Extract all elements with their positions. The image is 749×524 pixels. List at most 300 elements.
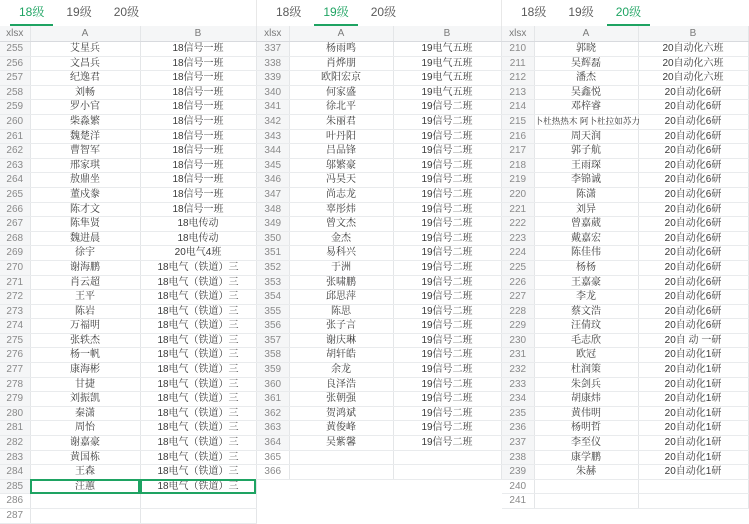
row-header[interactable]: 273: [0, 304, 30, 319]
cell-name[interactable]: 贺鸿斌: [289, 406, 393, 421]
row-header[interactable]: 268: [0, 231, 30, 246]
cell-class[interactable]: 20自动化6研: [638, 260, 748, 275]
table-row[interactable]: [0, 202, 256, 217]
row-header[interactable]: 225: [502, 260, 534, 275]
cell-name[interactable]: 杨一帆: [30, 348, 140, 363]
row-header[interactable]: 275: [0, 333, 30, 348]
table-row[interactable]: [502, 71, 748, 86]
cell-name[interactable]: 黄伟明: [534, 406, 638, 421]
cell-class[interactable]: 20自动化1研: [638, 436, 748, 451]
cell-class[interactable]: [393, 465, 501, 480]
row-header[interactable]: 263: [0, 158, 30, 173]
table-row[interactable]: [0, 509, 256, 524]
tab-19ji-p3[interactable]: 19级: [568, 5, 594, 19]
row-header[interactable]: 265: [0, 187, 30, 202]
cell-class[interactable]: [393, 450, 501, 465]
table-row[interactable]: [257, 465, 501, 480]
row-header[interactable]: 257: [0, 71, 30, 86]
tab-18ji-p2[interactable]: 18级: [276, 5, 302, 19]
table-row[interactable]: [0, 144, 256, 159]
cell-class[interactable]: 20自动化6研: [638, 304, 748, 319]
cell-class[interactable]: 19电气五班: [393, 85, 501, 100]
cell-name[interactable]: [30, 494, 140, 509]
table-row[interactable]: [502, 465, 748, 480]
cell-name[interactable]: 尚志龙: [289, 187, 393, 202]
cell-name[interactable]: 戴嘉宏: [534, 231, 638, 246]
cell-class[interactable]: [638, 494, 748, 509]
cell-class[interactable]: 20自动化6研: [638, 319, 748, 334]
cell-name[interactable]: 谢庆琳: [289, 333, 393, 348]
row-header[interactable]: 278: [0, 377, 30, 392]
row-header[interactable]: 272: [0, 290, 30, 305]
cell-name[interactable]: 周怡: [30, 421, 140, 436]
table-row[interactable]: [502, 319, 748, 334]
table-row[interactable]: [0, 406, 256, 421]
table-row[interactable]: [0, 348, 256, 363]
cell-class[interactable]: 20自动化6研: [638, 202, 748, 217]
table-row[interactable]: [257, 436, 501, 451]
table-row[interactable]: [0, 275, 256, 290]
table-row[interactable]: [257, 114, 501, 129]
row-header[interactable]: 284: [0, 465, 30, 480]
cell-name[interactable]: 柴淼繁: [30, 114, 140, 129]
table-row[interactable]: [0, 231, 256, 246]
cell-class[interactable]: 19信号二班: [393, 392, 501, 407]
cell-class[interactable]: 19信号二班: [393, 333, 501, 348]
cell-name[interactable]: 易科兴: [289, 246, 393, 261]
cell-name[interactable]: 蔡文浩: [534, 304, 638, 319]
cell-name[interactable]: 曾嘉葳: [534, 217, 638, 232]
row-header[interactable]: 222: [502, 217, 534, 232]
cell-class[interactable]: 19信号二班: [393, 173, 501, 188]
row-header[interactable]: 285: [0, 479, 30, 494]
row-header[interactable]: 227: [502, 290, 534, 305]
table-row[interactable]: [502, 56, 748, 71]
cell-class[interactable]: 18信号一班: [140, 173, 256, 188]
cell-class[interactable]: 19信号二班: [393, 158, 501, 173]
table-row[interactable]: [0, 71, 256, 86]
table-row[interactable]: [0, 494, 256, 509]
table-row[interactable]: [257, 377, 501, 392]
table-row[interactable]: [257, 100, 501, 115]
cell-name[interactable]: 黄俊峰: [289, 421, 393, 436]
table-row[interactable]: [257, 319, 501, 334]
cell-name[interactable]: 汪蕙: [30, 479, 140, 494]
cell-class[interactable]: 20自动化6研: [638, 144, 748, 159]
row-header[interactable]: 354: [257, 290, 289, 305]
cell-class[interactable]: 19电气五班: [393, 56, 501, 71]
row-header[interactable]: 224: [502, 246, 534, 261]
cell-name[interactable]: 邱思萍: [289, 290, 393, 305]
table-row[interactable]: [502, 421, 748, 436]
table-row[interactable]: [502, 100, 748, 115]
row-header[interactable]: 269: [0, 246, 30, 261]
table-row[interactable]: [0, 304, 256, 319]
row-header[interactable]: 363: [257, 421, 289, 436]
table-row[interactable]: [0, 42, 256, 57]
cell-class[interactable]: 20自动化6研: [638, 129, 748, 144]
row-header[interactable]: 365: [257, 450, 289, 465]
row-header[interactable]: 287: [0, 509, 30, 524]
cell-name[interactable]: 张啸鹏: [289, 275, 393, 290]
row-header[interactable]: 231: [502, 348, 534, 363]
cell-class[interactable]: 20自动化6研: [638, 246, 748, 261]
row-header[interactable]: 233: [502, 377, 534, 392]
column-header-b-1[interactable]: B: [140, 26, 256, 42]
table-row[interactable]: [502, 158, 748, 173]
cell-name[interactable]: 罗小官: [30, 100, 140, 115]
cell-name[interactable]: 徐宇: [30, 246, 140, 261]
sheet-grid-3[interactable]: [502, 26, 749, 509]
cell-class[interactable]: 18电气（铁道）三: [140, 479, 256, 494]
cell-class[interactable]: 19信号二班: [393, 129, 501, 144]
cell-class[interactable]: 19信号二班: [393, 406, 501, 421]
cell-name[interactable]: 秦潇: [30, 406, 140, 421]
cell-name[interactable]: 辜彤炜: [289, 202, 393, 217]
row-header[interactable]: 239: [502, 465, 534, 480]
row-header[interactable]: 262: [0, 144, 30, 159]
cell-name[interactable]: 黄国栋: [30, 450, 140, 465]
table-row[interactable]: [0, 363, 256, 378]
table-row[interactable]: [0, 129, 256, 144]
cell-name[interactable]: 刘振凯: [30, 392, 140, 407]
cell-class[interactable]: 18电气（铁道）三: [140, 348, 256, 363]
cell-class[interactable]: 20自动化6研: [638, 85, 748, 100]
cell-name[interactable]: [534, 494, 638, 509]
cell-class[interactable]: 19电气五班: [393, 42, 501, 57]
cell-class[interactable]: 20自动化1研: [638, 392, 748, 407]
cell-name[interactable]: 王森: [30, 465, 140, 480]
row-header[interactable]: 280: [0, 406, 30, 421]
cell-class[interactable]: 18电气（铁道）三: [140, 290, 256, 305]
row-header[interactable]: 236: [502, 421, 534, 436]
row-header[interactable]: 270: [0, 260, 30, 275]
table-row[interactable]: [502, 450, 748, 465]
cell-name[interactable]: 吴鑫悦: [534, 85, 638, 100]
row-header[interactable]: 283: [0, 450, 30, 465]
row-header[interactable]: 359: [257, 363, 289, 378]
cell-class[interactable]: 18电气（铁道）三: [140, 421, 256, 436]
row-header[interactable]: 357: [257, 333, 289, 348]
row-header[interactable]: 218: [502, 158, 534, 173]
table-row[interactable]: [502, 392, 748, 407]
table-row[interactable]: [502, 114, 748, 129]
table-row[interactable]: [257, 290, 501, 305]
cell-name[interactable]: 王嘉豪: [534, 275, 638, 290]
row-header[interactable]: 226: [502, 275, 534, 290]
select-all-corner-2[interactable]: xlsx: [257, 26, 289, 42]
table-row[interactable]: [0, 421, 256, 436]
row-header[interactable]: 277: [0, 363, 30, 378]
cell-class[interactable]: 19信号二班: [393, 202, 501, 217]
select-all-corner-3[interactable]: xlsx: [502, 26, 534, 42]
column-header-a-2[interactable]: A: [289, 26, 393, 42]
table-row[interactable]: [502, 217, 748, 232]
table-row[interactable]: [257, 42, 501, 57]
table-row[interactable]: [502, 187, 748, 202]
table-row[interactable]: [257, 421, 501, 436]
cell-name[interactable]: 刘畅: [30, 85, 140, 100]
cell-name[interactable]: 肖烨朋: [289, 56, 393, 71]
cell-name[interactable]: 刘异: [534, 202, 638, 217]
cell-class[interactable]: 18信号一班: [140, 42, 256, 57]
table-row[interactable]: [0, 217, 256, 232]
cell-class[interactable]: 18电气（铁道）三: [140, 275, 256, 290]
cell-class[interactable]: 19信号二班: [393, 377, 501, 392]
table-row[interactable]: [0, 377, 256, 392]
cell-class[interactable]: 18电气（铁道）三: [140, 436, 256, 451]
row-header[interactable]: 342: [257, 114, 289, 129]
table-row[interactable]: [0, 100, 256, 115]
table-row[interactable]: [257, 231, 501, 246]
cell-class[interactable]: 18信号一班: [140, 85, 256, 100]
row-header[interactable]: 343: [257, 129, 289, 144]
row-header[interactable]: 345: [257, 158, 289, 173]
cell-class[interactable]: 19信号二班: [393, 319, 501, 334]
row-header[interactable]: 361: [257, 392, 289, 407]
cell-name[interactable]: 杜润策: [534, 363, 638, 378]
table-row[interactable]: [502, 479, 748, 494]
row-header[interactable]: 337: [257, 42, 289, 57]
cell-name[interactable]: 谢嘉豪: [30, 436, 140, 451]
tab-20ji-p2[interactable]: 20级: [370, 5, 397, 19]
row-header[interactable]: 255: [0, 42, 30, 57]
row-header[interactable]: 356: [257, 319, 289, 334]
cell-class[interactable]: 19信号二班: [393, 187, 501, 202]
cell-name[interactable]: 王平: [30, 290, 140, 305]
cell-class[interactable]: 18信号一班: [140, 202, 256, 217]
table-row[interactable]: [502, 290, 748, 305]
table-row[interactable]: [0, 392, 256, 407]
table-row[interactable]: [502, 275, 748, 290]
cell-name[interactable]: 邬繁豪: [289, 158, 393, 173]
tab-19ji-p2[interactable]: 19级: [314, 1, 357, 26]
row-header[interactable]: 279: [0, 392, 30, 407]
row-header[interactable]: 211: [502, 56, 534, 71]
row-header[interactable]: 351: [257, 246, 289, 261]
cell-name[interactable]: 朱剑兵: [534, 377, 638, 392]
cell-name[interactable]: [289, 450, 393, 465]
row-header[interactable]: 235: [502, 406, 534, 421]
cell-class[interactable]: 20自动化1研: [638, 406, 748, 421]
cell-class[interactable]: 18信号一班: [140, 71, 256, 86]
row-header[interactable]: 261: [0, 129, 30, 144]
cell-name[interactable]: 陈佳伟: [534, 246, 638, 261]
row-header[interactable]: 241: [502, 494, 534, 509]
tab-19ji-p1[interactable]: 19级: [66, 5, 92, 19]
cell-class[interactable]: 20自动化6研: [638, 158, 748, 173]
cell-class[interactable]: 20自动化6研: [638, 290, 748, 305]
row-header[interactable]: 221: [502, 202, 534, 217]
cell-name[interactable]: 朱丽君: [289, 114, 393, 129]
cell-class[interactable]: 19信号二班: [393, 421, 501, 436]
table-row[interactable]: [502, 202, 748, 217]
table-row[interactable]: [257, 202, 501, 217]
cell-name[interactable]: 杨明哲: [534, 421, 638, 436]
table-row[interactable]: [257, 450, 501, 465]
cell-class[interactable]: 19信号二班: [393, 231, 501, 246]
tab-18ji-p1[interactable]: 18级: [10, 1, 53, 26]
cell-name[interactable]: 陈才文: [30, 202, 140, 217]
table-row[interactable]: [502, 260, 748, 275]
table-row[interactable]: [257, 260, 501, 275]
cell-name[interactable]: 康学鹏: [534, 450, 638, 465]
table-row[interactable]: [0, 479, 256, 494]
table-row[interactable]: [502, 85, 748, 100]
cell-name[interactable]: 王雨琛: [534, 158, 638, 173]
cell-name[interactable]: [534, 479, 638, 494]
cell-name[interactable]: 徐北平: [289, 100, 393, 115]
row-header[interactable]: 353: [257, 275, 289, 290]
cell-class[interactable]: [638, 479, 748, 494]
cell-name[interactable]: 欧阳宏京: [289, 71, 393, 86]
row-header[interactable]: 352: [257, 260, 289, 275]
cell-class[interactable]: 20自动化六班: [638, 42, 748, 57]
cell-class[interactable]: 19信号二班: [393, 217, 501, 232]
row-header[interactable]: 338: [257, 56, 289, 71]
table-row[interactable]: [0, 465, 256, 480]
row-header[interactable]: 215: [502, 114, 534, 129]
table-row[interactable]: [257, 129, 501, 144]
column-header-a-3[interactable]: A: [534, 26, 638, 42]
table-row[interactable]: [257, 246, 501, 261]
table-row[interactable]: [257, 85, 501, 100]
cell-name[interactable]: 郭子航: [534, 144, 638, 159]
cell-class[interactable]: 20自动化6研: [638, 173, 748, 188]
cell-class[interactable]: 19信号二班: [393, 144, 501, 159]
cell-name[interactable]: 汪倩玟: [534, 319, 638, 334]
tab-18ji-p3[interactable]: 18级: [521, 5, 547, 19]
cell-name[interactable]: 毛志欣: [534, 333, 638, 348]
row-header[interactable]: 220: [502, 187, 534, 202]
cell-name[interactable]: 杨杨: [534, 260, 638, 275]
row-header[interactable]: 213: [502, 85, 534, 100]
cell-class[interactable]: 18电气（铁道）三: [140, 304, 256, 319]
cell-class[interactable]: 20自动化1研: [638, 377, 748, 392]
cell-class[interactable]: 20自动化6研: [638, 100, 748, 115]
table-row[interactable]: [0, 333, 256, 348]
cell-name[interactable]: 曹智军: [30, 144, 140, 159]
cell-class[interactable]: 18信号一班: [140, 129, 256, 144]
row-header[interactable]: 210: [502, 42, 534, 57]
cell-class[interactable]: 18电气（铁道）三: [140, 319, 256, 334]
cell-name[interactable]: [289, 465, 393, 480]
cell-name[interactable]: 张子言: [289, 319, 393, 334]
row-header[interactable]: 266: [0, 202, 30, 217]
cell-class[interactable]: 18电气（铁道）三: [140, 465, 256, 480]
table-row[interactable]: [502, 42, 748, 57]
cell-class[interactable]: 18电气（铁道）三: [140, 377, 256, 392]
row-header[interactable]: 346: [257, 173, 289, 188]
row-header[interactable]: 364: [257, 436, 289, 451]
row-header[interactable]: 232: [502, 363, 534, 378]
table-row[interactable]: [502, 406, 748, 421]
row-header[interactable]: 214: [502, 100, 534, 115]
table-row[interactable]: [502, 304, 748, 319]
cell-class[interactable]: 20自动化1研: [638, 465, 748, 480]
cell-name[interactable]: 余龙: [289, 363, 393, 378]
table-row[interactable]: [257, 406, 501, 421]
cell-name[interactable]: 周天润: [534, 129, 638, 144]
row-header[interactable]: 271: [0, 275, 30, 290]
cell-name[interactable]: 郭晓: [534, 42, 638, 57]
cell-class[interactable]: 19信号二班: [393, 290, 501, 305]
cell-class[interactable]: 18电气（铁道）三: [140, 450, 256, 465]
row-header[interactable]: 339: [257, 71, 289, 86]
table-row[interactable]: [502, 436, 748, 451]
row-header[interactable]: 347: [257, 187, 289, 202]
table-row[interactable]: [257, 392, 501, 407]
cell-class[interactable]: 18信号一班: [140, 56, 256, 71]
cell-name[interactable]: 肖云超: [30, 275, 140, 290]
cell-class[interactable]: 18信号一班: [140, 158, 256, 173]
cell-class[interactable]: 20自动化6研: [638, 275, 748, 290]
cell-name[interactable]: 于洲: [289, 260, 393, 275]
row-header[interactable]: 223: [502, 231, 534, 246]
column-header-b-3[interactable]: B: [638, 26, 748, 42]
table-row[interactable]: [257, 363, 501, 378]
row-header[interactable]: 341: [257, 100, 289, 115]
table-row[interactable]: [502, 348, 748, 363]
table-row[interactable]: [0, 319, 256, 334]
table-row[interactable]: [0, 173, 256, 188]
cell-class[interactable]: 18电气（铁道）三: [140, 406, 256, 421]
row-header[interactable]: 260: [0, 114, 30, 129]
table-row[interactable]: [502, 494, 748, 509]
cell-name[interactable]: 陈思: [289, 304, 393, 319]
cell-name[interactable]: 吴紫馨: [289, 436, 393, 451]
row-header[interactable]: 256: [0, 56, 30, 71]
row-header[interactable]: 350: [257, 231, 289, 246]
row-header[interactable]: 344: [257, 144, 289, 159]
cell-class[interactable]: 19信号二班: [393, 246, 501, 261]
table-row[interactable]: [257, 217, 501, 232]
cell-class[interactable]: 18信号一班: [140, 144, 256, 159]
row-header[interactable]: 362: [257, 406, 289, 421]
cell-name[interactable]: 魏楚洋: [30, 129, 140, 144]
table-row[interactable]: [502, 129, 748, 144]
cell-name[interactable]: 朱赫: [534, 465, 638, 480]
table-row[interactable]: [257, 173, 501, 188]
cell-class[interactable]: 18信号一班: [140, 100, 256, 115]
cell-name[interactable]: 张轶杰: [30, 333, 140, 348]
row-header[interactable]: 229: [502, 319, 534, 334]
row-header[interactable]: 360: [257, 377, 289, 392]
table-row[interactable]: [0, 187, 256, 202]
cell-class[interactable]: 20自动化6研: [638, 114, 748, 129]
row-header[interactable]: 237: [502, 436, 534, 451]
table-row[interactable]: [257, 275, 501, 290]
table-row[interactable]: [257, 56, 501, 71]
cell-class[interactable]: 19信号二班: [393, 275, 501, 290]
row-header[interactable]: 219: [502, 173, 534, 188]
table-row[interactable]: [257, 333, 501, 348]
row-header[interactable]: 217: [502, 144, 534, 159]
row-header[interactable]: 267: [0, 217, 30, 232]
cell-name[interactable]: 张朝强: [289, 392, 393, 407]
cell-name[interactable]: 李锦诚: [534, 173, 638, 188]
cell-class[interactable]: 20自动化6研: [638, 217, 748, 232]
cell-class[interactable]: [140, 494, 256, 509]
cell-name[interactable]: 敖鼎坐: [30, 173, 140, 188]
cell-class[interactable]: 18电气（铁道）三: [140, 392, 256, 407]
cell-class[interactable]: 20自动化6研: [638, 187, 748, 202]
table-row[interactable]: [0, 114, 256, 129]
table-row[interactable]: [257, 304, 501, 319]
row-header[interactable]: 366: [257, 465, 289, 480]
cell-class[interactable]: 19信号二班: [393, 363, 501, 378]
table-row[interactable]: [0, 158, 256, 173]
